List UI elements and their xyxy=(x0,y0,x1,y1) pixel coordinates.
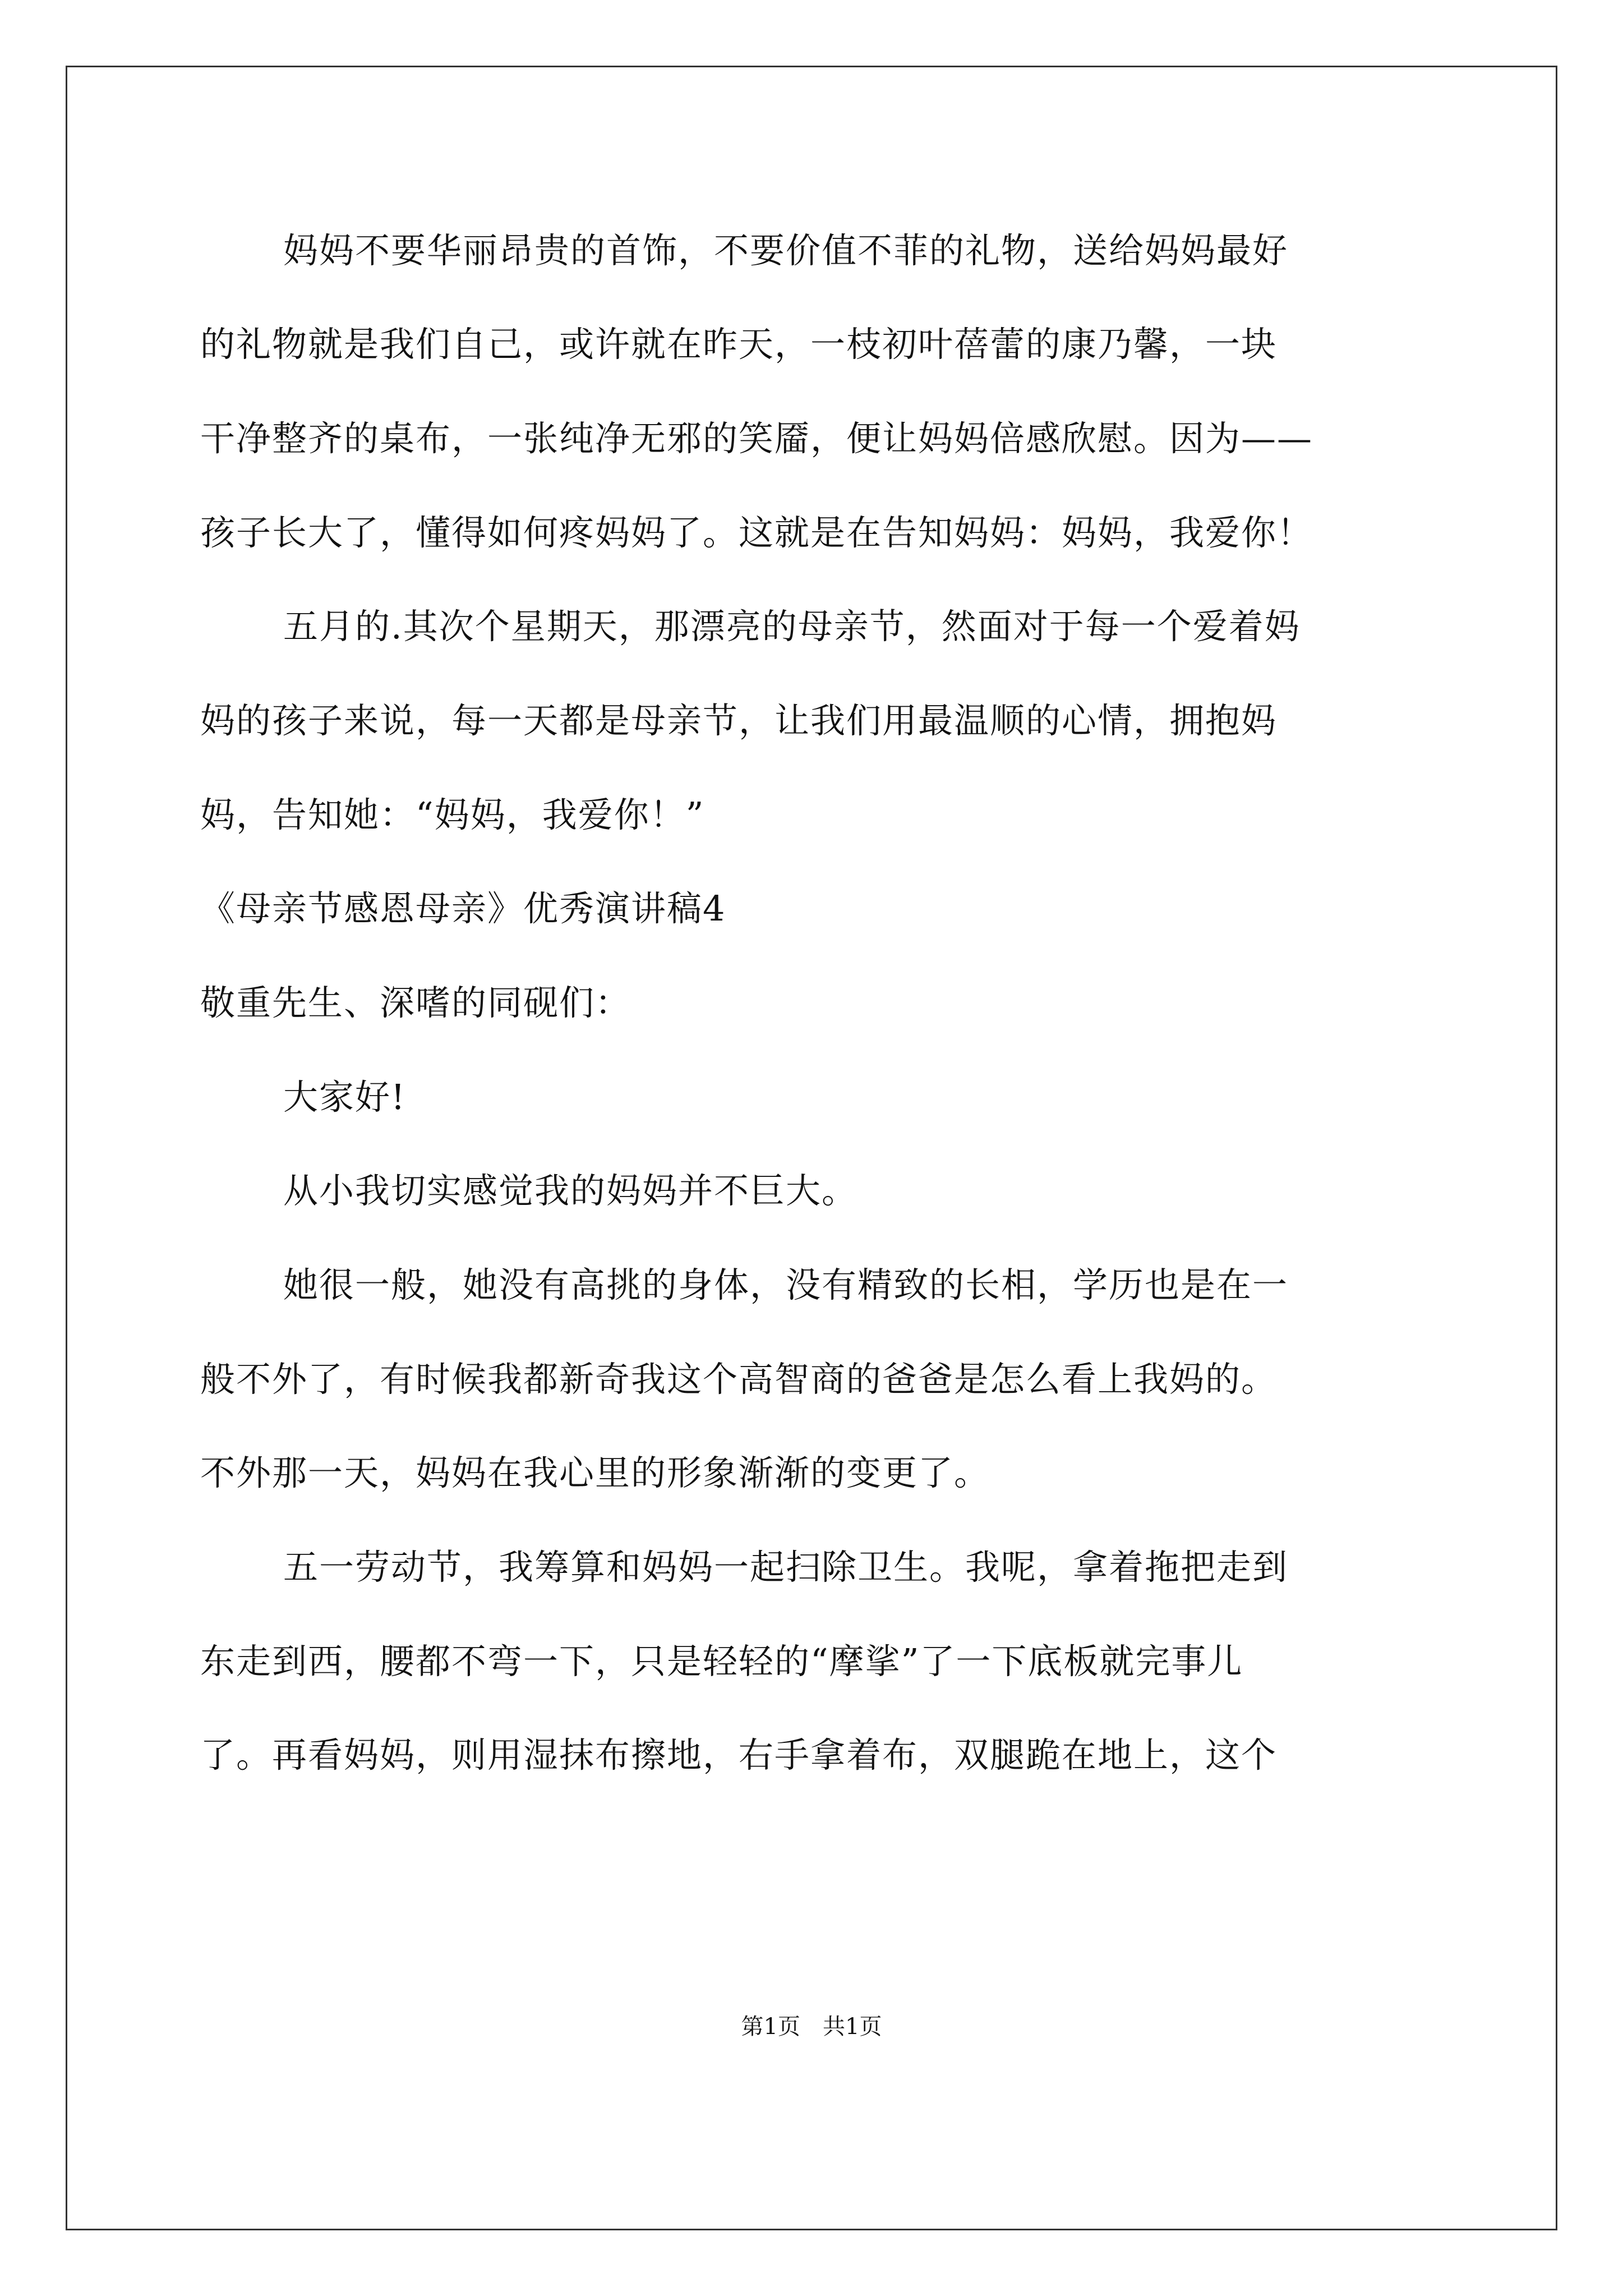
page-border xyxy=(66,66,1557,2230)
paragraph-line: 干净整齐的桌布，一张纯净无邪的笑靥，便让妈妈倍感欣慰。因为—— xyxy=(200,418,1313,459)
paragraph-line: 五月的.其次个星期天，那漂亮的母亲节，然面对于每一个爱着妈 xyxy=(283,606,1301,647)
paragraph-line: 她很一般，她没有高挑的身体，没有精致的长相，学历也是在一 xyxy=(283,1264,1289,1305)
paragraph-line: 般不外了，有时候我都新奇我这个高智商的爸爸是怎么看上我妈的。 xyxy=(200,1359,1278,1400)
paragraph-line: 妈，告知她：“妈妈，我爱你！” xyxy=(200,794,705,835)
section-heading: 《母亲节感恩母亲》优秀演讲稿4 xyxy=(200,888,726,929)
paragraph-line: 五一劳动节，我筹算和妈妈一起扫除卫生。我呢，拿着拖把走到 xyxy=(283,1547,1289,1588)
paragraph-line: 了。再看妈妈，则用湿抹布擦地，右手拿着布，双腿跪在地上，这个 xyxy=(200,1734,1278,1775)
paragraph-line: 妈的孩子来说，每一天都是母亲节，让我们用最温顺的心情，拥抱妈 xyxy=(200,700,1278,741)
paragraph-line: 东走到西，腰都不弯一下，只是轻轻的“摩挲”了一下底板就完事儿 xyxy=(200,1641,1243,1682)
paragraph-line: 的礼物就是我们自己，或许就在昨天，一枝初叶蓓蕾的康乃馨，一块 xyxy=(200,324,1278,365)
paragraph-line: 从小我切实感觉我的妈妈并不巨大。 xyxy=(283,1170,858,1211)
paragraph-line: 不外那一天，妈妈在我心里的形象渐渐的变更了。 xyxy=(200,1452,990,1493)
paragraph-line: 妈妈不要华丽昂贵的首饰，不要价值不菲的礼物，送给妈妈最好 xyxy=(283,230,1289,271)
greeting: 大家好! xyxy=(283,1076,406,1117)
paragraph-line: 孩子长大了，懂得如何疼妈妈了。这就是在告知妈妈：妈妈，我爱你！ xyxy=(200,512,1313,553)
salutation: 敬重先生、深嗜的同砚们： xyxy=(200,982,631,1023)
page-number-footer: 第1页 共1页 xyxy=(741,2014,882,2040)
